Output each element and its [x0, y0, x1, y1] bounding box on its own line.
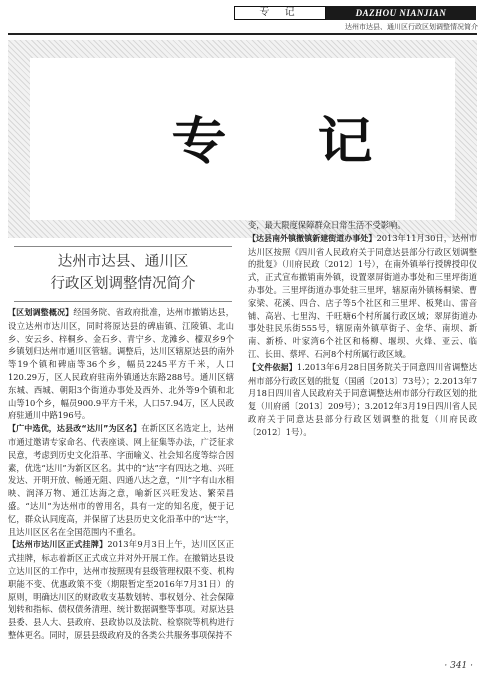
header-rule: [8, 33, 477, 35]
text-subdistrict: 2013年11月30日，达州市达川区按照《四川省人民政府关于同意达县部分行政区划调整的批复》（川府民政〔2012〕1号），在南外镇举行授牌授印仪式，正式宣布撤销南外镇，设置翠屏街道办事处和三里坪街道办事处。三里坪街道办事处驻三里坪，辖原南外镇杨桐梁、曹家梁、花溪、四合、店子等5个社区和三里坪、板凳山、雷音铺、高岩、七里沟、千旺塘6个村所属行政区域；翠屏街道办事处驻民乐街555号，辖原南外镇草街子、金华、南坝、新南、新桥、叶家湾6个社区和杨柳、堰坝、火烽、亚云、临江、长田、蔡坪、石河8个村所属行政区域。: [248, 232, 478, 359]
heading-naming: 【广中选优，达县改“达川”为区名】: [8, 424, 142, 434]
banner-char-zhuan: 专: [171, 111, 227, 170]
paragraph-listing-continued: 变，最大限度保障群众日常生活不受影响。: [248, 220, 406, 230]
right-column: [248, 219, 477, 439]
heading-overview: 【区划调整概况】: [8, 308, 74, 317]
paragraph-naming: [8, 422, 234, 538]
section-tag: 专 记: [234, 6, 326, 20]
title-line-1: 达州市达县、通川区: [57, 254, 189, 270]
column-banner: [8, 40, 477, 238]
left-column: [8, 306, 234, 642]
page-number: · 341 ·: [444, 661, 473, 671]
title-line-2: 行政区划调整情况简介: [50, 276, 196, 292]
journal-name: DAZHOU NIANJIAN: [326, 6, 476, 20]
banner-char-ji: 记: [317, 111, 373, 170]
running-head: 达州市达县、通川区行政区划调整情况简介: [345, 23, 478, 31]
article-title: [14, 246, 232, 302]
heading-listing: 【达州市达川区正式挂牌】: [8, 540, 108, 550]
heading-documents: 【文件依据】: [248, 362, 297, 372]
paragraph-subdistrict: [248, 232, 477, 361]
heading-subdistrict: 【达县南外镇撤镇新建街道办事处】: [248, 233, 377, 243]
text-overview: 经国务院、省政府批准，达州市撤销达县，设立达州市达川区，同时将原达县的碑庙镇、江陵镇、北山乡、安云乡、梓桐乡、金石乡、青宁乡、龙滩乡、檬双乡9个乡镇划归达州市通川区管辖。调整后，达川区辖原达县的南外等19个镇和碑庙等36个乡，幅员2245平方千米，人口120.29万，区人民政府驻南外镇通达东路288号。通川区辖东城、西城、朝阳3个街道办事处及西外、北外等9个镇和北山等10个乡，幅员900.9平方千米，人口57.94万，区人民政府驻通川中路196号。: [8, 307, 234, 421]
text-naming: 在新区区名选定上，达州市通过邀请专家命名、代表座谈、网上征集等办法，广泛征求民意，考虑到历史文化沿革、字面喻义、社会知名度等综合因素，优选“达川”为新区区名。其中的“达”字有四达之地、兴旺发达、开明开放、畅通无阻、四通八达之意，“川”字有山水相映、润泽万物、通江达海之意，喻新区兴旺发达、繁荣昌盛。“达川”为达州市的曾用名，具有一定的知名度，便于记忆，群众认同度高，并保留了达县历史文化沿革中的“达”字，且达川区区名在全国范围内不重名。: [8, 423, 234, 537]
paragraph-documents: [248, 361, 477, 439]
text-documents: 1.2013年6月28日国务院关于同意四川省调整达州市部分行政区划的批复（国函〔2013〕73号）；2.2013年7月18日四川省人民政府关于同意调整达州市部分行政区划的批复（川府函〔2013〕209号）；3.2012年3月19日四川省人民政府关于同意达县部分行政区划调整的批复（川府民政〔2012〕1号）。: [248, 361, 477, 437]
paragraph-listing: [8, 538, 234, 641]
text-listing: 2013年9月3日上午，达川区区正式挂牌，标志着新区正式成立并对外开展工作。在撤销达县设立达川区的工作中，达州市按照现有县级管理权限不变、机构职能不变、优惠政策不变（期限暂定至2016年7月31日）的原则，明确达川区的财政收支基数划转、事权划分、社会保障划转和指标、债权债务清理、统计数据调整等事项。对原达县县委、县人大、县政府、县政协以及法院、检察院等机构进行整体更名。同时，原县县级政府及的各类公共服务事项保持不: [8, 539, 234, 640]
banner-panel: [30, 58, 455, 220]
paragraph-overview: [8, 306, 234, 422]
